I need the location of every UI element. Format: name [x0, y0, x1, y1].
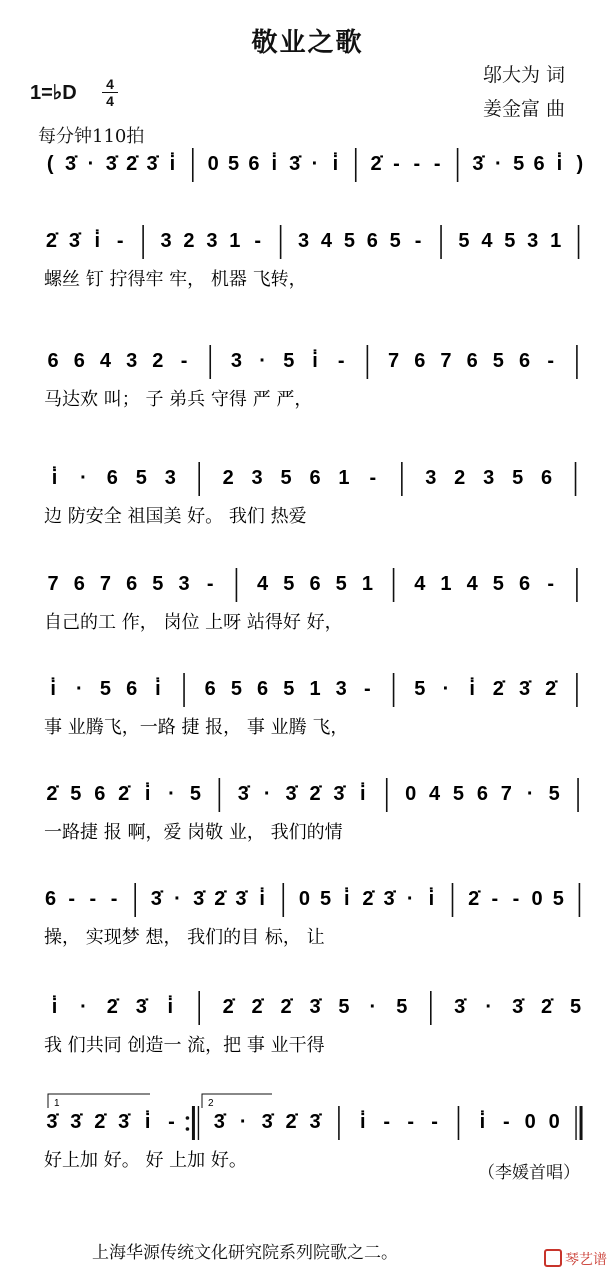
jianpu-note: i̇ [469, 678, 475, 700]
premiere-note: （李媛首唱） [478, 1163, 580, 1183]
repeat-dot [186, 1127, 190, 1131]
jianpu-note: i̇ [360, 783, 366, 805]
jianpu-note: - [180, 350, 188, 372]
jianpu-note: 5 [227, 153, 240, 175]
jianpu-note: 6 [204, 678, 216, 700]
jianpu-note: 4 [429, 783, 441, 805]
jianpu-note: i̇ [312, 350, 318, 372]
jianpu-note: · [239, 1111, 247, 1133]
jianpu-note: 6 [518, 350, 531, 372]
jianpu-note: · [174, 888, 181, 910]
jianpu-note: 5 [189, 783, 201, 805]
jianpu-note: 3 [527, 230, 539, 252]
jianpu-note: 3 [126, 350, 138, 372]
jianpu-note: 3̇ [333, 783, 345, 805]
jianpu-note: 2̇ [370, 153, 382, 175]
jianpu-note: 2̇ [362, 888, 374, 910]
jianpu-note: 2̇ [309, 783, 321, 805]
jianpu-note: - [431, 1111, 438, 1133]
jianpu-note: 2 [454, 467, 466, 489]
jianpu-note: 5 [283, 678, 295, 700]
jianpu-note: 3 [297, 230, 310, 252]
jianpu-note: i̇ [343, 888, 350, 910]
jianpu-note: 3̇ [118, 1111, 130, 1133]
jianpu-note: - [547, 573, 555, 595]
jianpu-note: 3̇ [68, 230, 80, 252]
jianpu-note: 3 [335, 678, 347, 700]
jianpu-note: i̇ [259, 888, 265, 910]
jianpu-note: i̇ [50, 678, 56, 700]
jianpu-note: · [485, 996, 493, 1018]
jianpu-note: i̇ [360, 1111, 366, 1133]
jianpu-note: 1 [550, 230, 562, 252]
jianpu-note: - [68, 888, 76, 910]
jianpu-note: - [491, 888, 499, 910]
jianpu-note: 3̇ [70, 1111, 82, 1133]
jianpu-note: 5 [492, 573, 504, 595]
jianpu-note: ( [46, 153, 54, 175]
lyric-line: 一路捷 报 啊，爱 岗敬 业， 我们的情 [44, 822, 343, 843]
jianpu-note: 5 [338, 996, 350, 1018]
jianpu-note: 2̇ [126, 153, 138, 175]
jianpu-note: 2 [183, 230, 195, 252]
jianpu-note: 5 [512, 467, 524, 489]
lyric-line: 好上加 好。 好 上加 好。 [44, 1150, 247, 1171]
jianpu-note: 3 [425, 467, 437, 489]
jianpu-note: - [206, 573, 214, 595]
jianpu-note: - [89, 888, 97, 910]
jianpu-note: 5 [452, 783, 465, 805]
jianpu-note: 2̇ [280, 996, 292, 1018]
jianpu-note: ) [576, 153, 584, 175]
jianpu-note: 5 [320, 888, 332, 910]
jianpu-note: 2̇ [106, 996, 118, 1018]
jianpu-note: 5 [230, 678, 242, 700]
jianpu-note: - [369, 467, 377, 489]
jianpu-note: 0 [207, 153, 219, 175]
jianpu-note: - [433, 153, 441, 175]
watermark [544, 1249, 607, 1269]
jianpu-note: 5 [513, 153, 525, 175]
jianpu-note: - [168, 1111, 175, 1133]
jianpu-note: · [526, 783, 534, 805]
jianpu-note: 6 [73, 350, 85, 372]
lyric-line: 操， 实现梦 想， 我们的目 标， 让 [44, 927, 325, 948]
jianpu-note: · [168, 783, 175, 805]
jianpu-note: 3̇ [309, 996, 321, 1018]
jianpu-note: · [259, 350, 266, 372]
jianpu-note: · [80, 467, 87, 489]
jianpu-note: - [110, 888, 118, 910]
jianpu-note: 3 [230, 350, 242, 372]
jianpu-note: - [383, 1111, 391, 1133]
jianpu-note: - [116, 230, 124, 252]
jianpu-note: 3̇ [213, 1111, 225, 1133]
jianpu-note: 6 [309, 467, 321, 489]
jianpu-note: 4 [481, 230, 493, 252]
jianpu-note: 2̇ [251, 996, 263, 1018]
jianpu-note: - [414, 230, 422, 252]
jianpu-note: 0 [531, 888, 543, 910]
jianpu-note: 2̇ [118, 783, 130, 805]
jianpu-note: 5 [396, 996, 408, 1018]
jianpu-note: 5 [70, 783, 82, 805]
jianpu-note: 2̇ [545, 678, 557, 700]
jianpu-note: 2̇ [222, 996, 234, 1018]
jianpu-note: 3 [206, 230, 218, 252]
jianpu-note: 6 [126, 678, 138, 700]
jianpu-note: · [75, 678, 83, 700]
jianpu-note: 7 [440, 350, 452, 372]
jianpu-note: 6 [466, 350, 478, 372]
tempo-marking: 每分钟110拍 [38, 126, 145, 147]
jianpu-note: 2̇ [46, 783, 58, 805]
jianpu-note: 5 [283, 350, 295, 372]
jianpu-note: 3̇ [193, 888, 205, 910]
jianpu-note: 6 [476, 783, 488, 805]
jianpu-note: 1 [309, 678, 321, 700]
jianpu-note: 5 [283, 573, 295, 595]
jianpu-note: 3̇ [309, 1111, 321, 1133]
jianpu-note: 2̇ [492, 678, 504, 700]
series-note: 上海华源传统文化研究院系列院歌之二。 [92, 1243, 398, 1263]
jianpu-note: 1 [229, 230, 241, 252]
jianpu-note: 5 [343, 230, 355, 252]
jianpu-note: 5 [504, 230, 516, 252]
jianpu-note: 3̇ [261, 1111, 273, 1133]
jianpu-note: 2̇ [94, 1111, 106, 1133]
jianpu-note: 0 [298, 888, 310, 910]
jianpu-note: · [494, 153, 502, 175]
jianpu-note: 3 [160, 230, 172, 252]
jianpu-note: i̇ [167, 996, 174, 1018]
jianpu-note: 3̇ [64, 153, 77, 175]
lyric-line: 马达欢 叫； 子 弟兵 守得 严 严， [44, 389, 313, 410]
jianpu-note: 2̇ [45, 230, 58, 252]
jianpu-note: 6 [518, 573, 531, 595]
jianpu-note: i̇ [51, 996, 58, 1018]
jianpu-note: 7 [47, 573, 59, 595]
jianpu-note: 3̇ [289, 153, 301, 175]
jianpu-note: - [407, 1111, 414, 1133]
volta-number-2: 2 [208, 1098, 214, 1109]
jianpu-note: 4 [414, 573, 426, 595]
jianpu-note: 6 [45, 888, 57, 910]
jianpu-note: 2̇ [285, 1111, 297, 1133]
jianpu-note: 5 [548, 783, 560, 805]
jianpu-note: 2 [152, 350, 164, 372]
jianpu-note: 0 [548, 1111, 560, 1133]
jianpu-note: 3̇ [237, 783, 249, 805]
jianpu-note: · [311, 153, 319, 175]
jianpu-note: - [547, 350, 555, 372]
jianpu-note: i̇ [144, 1111, 151, 1133]
meter-bottom: 4 [106, 93, 114, 109]
jianpu-note: - [337, 350, 345, 372]
jianpu-note: 5 [458, 230, 470, 252]
jianpu-note: 5 [135, 467, 147, 489]
jianpu-note: 3̇ [454, 996, 466, 1018]
jianpu-note: 6 [73, 573, 85, 595]
jianpu-note: 5 [389, 230, 401, 252]
jianpu-note: i̇ [479, 1111, 486, 1133]
jianpu-note: 2̇ [541, 996, 553, 1018]
jianpu-note: 5 [335, 573, 347, 595]
jianpu-note: i̇ [94, 230, 101, 252]
lyric-line: 螺丝 钉 拧得牢 牢， 机器 飞转， [44, 269, 307, 290]
jianpu-note: - [512, 888, 520, 910]
volta-bracket-1 [48, 1094, 150, 1108]
jianpu-note: 6 [366, 230, 378, 252]
jianpu-note: - [364, 678, 371, 700]
jianpu-note: 6 [106, 467, 118, 489]
lyric-line: 事 业腾飞，一路 捷 报， 事 业腾 飞， [44, 717, 349, 738]
jianpu-note: 5 [492, 350, 504, 372]
jianpu-note: 0 [524, 1111, 536, 1133]
jianpu-note: 1 [440, 573, 452, 595]
jianpu-note: 5 [569, 996, 582, 1018]
jianpu-note: i̇ [51, 467, 58, 489]
jianpu-note: · [406, 888, 414, 910]
jianpu-note: · [87, 153, 95, 175]
lyric-line: 我 们共同 创造一 流，把 事 业干得 [44, 1035, 325, 1056]
jianpu-note: 6 [47, 350, 59, 372]
jianpu-note: 3̇ [512, 996, 524, 1018]
jianpu-note: 1 [361, 573, 373, 595]
jianpu-note: 6 [309, 573, 321, 595]
jianpu-note: 3̇ [146, 153, 158, 175]
jianpu-note: 6 [257, 678, 269, 700]
jianpu-note: 5 [99, 678, 112, 700]
jianpu-note: 3̇ [150, 888, 162, 910]
jianpu-note: 6 [126, 573, 138, 595]
jianpu-note: 5 [152, 573, 164, 595]
jianpu-note: - [502, 1111, 510, 1133]
jianpu-note: 1 [338, 467, 350, 489]
jianpu-note: · [80, 996, 87, 1018]
jianpu-note: i̇ [155, 678, 161, 700]
jianpu-note: 3̇ [135, 996, 147, 1018]
jianpu-note: 3̇ [285, 783, 297, 805]
jianpu-note: 0 [405, 783, 417, 805]
jianpu-note: 5 [280, 467, 292, 489]
jianpu-note: - [393, 153, 400, 175]
lyric-line: 自己的工 作， 岗位 上呀 站得好 好， [44, 612, 343, 633]
qinyipu-logo-icon [544, 1249, 562, 1267]
jianpu-note: 4 [99, 350, 112, 372]
key-signature: 1=♭D [30, 82, 77, 104]
jianpu-note: 6 [248, 153, 260, 175]
jianpu-note: 3̇ [235, 888, 247, 910]
repeat-dot [186, 1116, 190, 1120]
jianpu-note: 5 [414, 678, 426, 700]
jianpu-note: 6 [414, 350, 426, 372]
jianpu-note: 6 [541, 467, 553, 489]
volta-number-1: 1 [54, 1098, 60, 1109]
jianpu-note: 3 [483, 467, 495, 489]
lyric-line: 边 防安全 祖国美 好。 我们 热爱 [44, 506, 307, 527]
jianpu-note: 6 [94, 783, 106, 805]
jianpu-note: 3̇ [105, 153, 117, 175]
jianpu-note: 6 [533, 153, 545, 175]
jianpu-note: 3̇ [518, 678, 531, 700]
lyricist-credit: 邬大为 词 [483, 64, 566, 86]
jianpu-note: 3̇ [46, 1111, 58, 1133]
jianpu-note: i̇ [428, 888, 435, 910]
jianpu-note: · [442, 678, 450, 700]
jianpu-note: i̇ [332, 153, 339, 175]
jianpu-note: 3 [178, 573, 190, 595]
jianpu-note: 2̇ [468, 888, 480, 910]
watermark-text: 琴艺谱 [565, 1252, 607, 1268]
jianpu-note: - [254, 230, 262, 252]
jianpu-note: i̇ [169, 153, 176, 175]
jianpu-note: 2̇ [214, 888, 226, 910]
jianpu-note: 7 [99, 573, 112, 595]
jianpu-note: 5 [552, 888, 564, 910]
jianpu-note: 3 [164, 467, 176, 489]
jianpu-note: 7 [500, 783, 512, 805]
jianpu-note: 7 [388, 350, 400, 372]
jianpu-note: · [263, 783, 271, 805]
jianpu-note: 4 [320, 230, 333, 252]
jianpu-note: 4 [257, 573, 269, 595]
song-title: 敬业之歌 [251, 28, 364, 58]
jianpu-note: 3̇ [383, 888, 395, 910]
jianpu-note: i̇ [144, 783, 151, 805]
jianpu-note: 4 [466, 573, 478, 595]
jianpu-note: - [413, 153, 421, 175]
jianpu-note: 3̇ [472, 153, 484, 175]
jianpu-note: i̇ [271, 153, 278, 175]
meter-top: 4 [106, 76, 114, 92]
jianpu-note: i̇ [556, 153, 563, 175]
composer-credit: 姜金富 曲 [483, 98, 566, 120]
jianpu-note: 3 [251, 467, 263, 489]
jianpu-note: · [369, 996, 377, 1018]
jianpu-note: 2 [222, 467, 234, 489]
